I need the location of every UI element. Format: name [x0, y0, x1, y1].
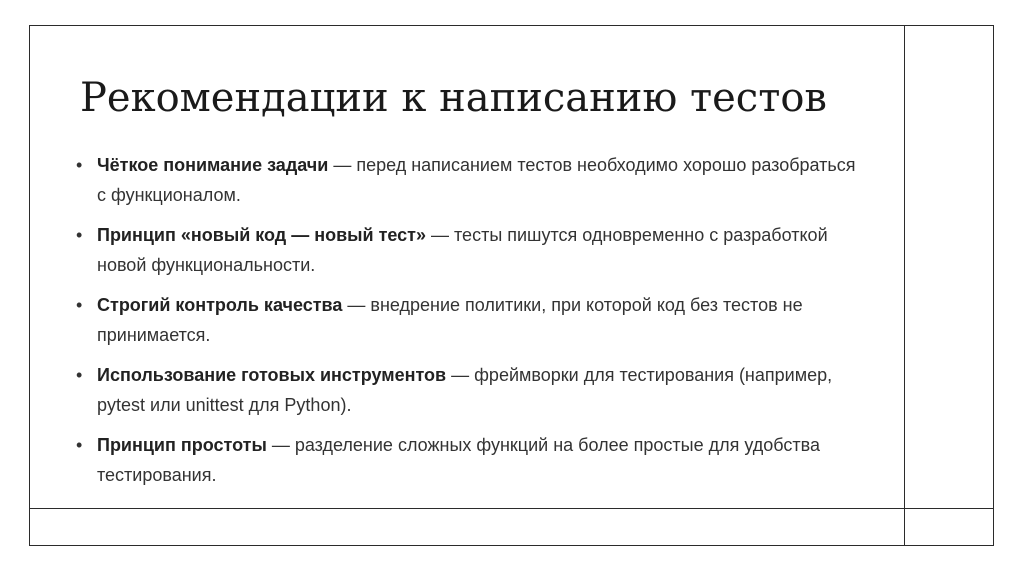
bullet-icon: • — [76, 435, 83, 455]
list-item — [76, 360, 866, 420]
item-text: — перед написанием тестов необходимо хорошо разобраться с функционалом. — [97, 155, 856, 205]
item-term: Принцип простоты — [97, 435, 267, 455]
item-term: Использование готовых инструментов — [97, 365, 447, 385]
item-term: Принцип «новый код — новый тест» — [97, 225, 427, 245]
bullet-icon: • — [76, 295, 83, 315]
bullet-icon: • — [76, 225, 83, 245]
list-item — [76, 290, 866, 350]
item-text: — фреймворки для тестирования (например, pytest или unittest для Python). — [97, 365, 833, 415]
list-item — [76, 220, 866, 280]
item-text: — тесты пишутся одновременно с разработкой новой функциональности. — [97, 225, 828, 275]
list-item — [76, 430, 866, 490]
bullet-list — [76, 150, 866, 500]
item-term: Чёткое понимание задачи — [97, 155, 329, 175]
list-item — [76, 150, 866, 210]
slide-vertical-divider — [904, 25, 905, 546]
item-text: — разделение сложных функций на более простые для удобства тестирования. — [97, 435, 820, 485]
bullet-icon: • — [76, 365, 83, 385]
bullet-icon: • — [76, 155, 83, 175]
slide-title: Рекомендации к написанию тестов — [80, 75, 827, 121]
item-term: Строгий контроль качества — [97, 295, 343, 315]
slide-horizontal-divider — [29, 508, 994, 509]
item-text: — внедрение политики, при которой код без тестов не принимается. — [97, 295, 803, 345]
